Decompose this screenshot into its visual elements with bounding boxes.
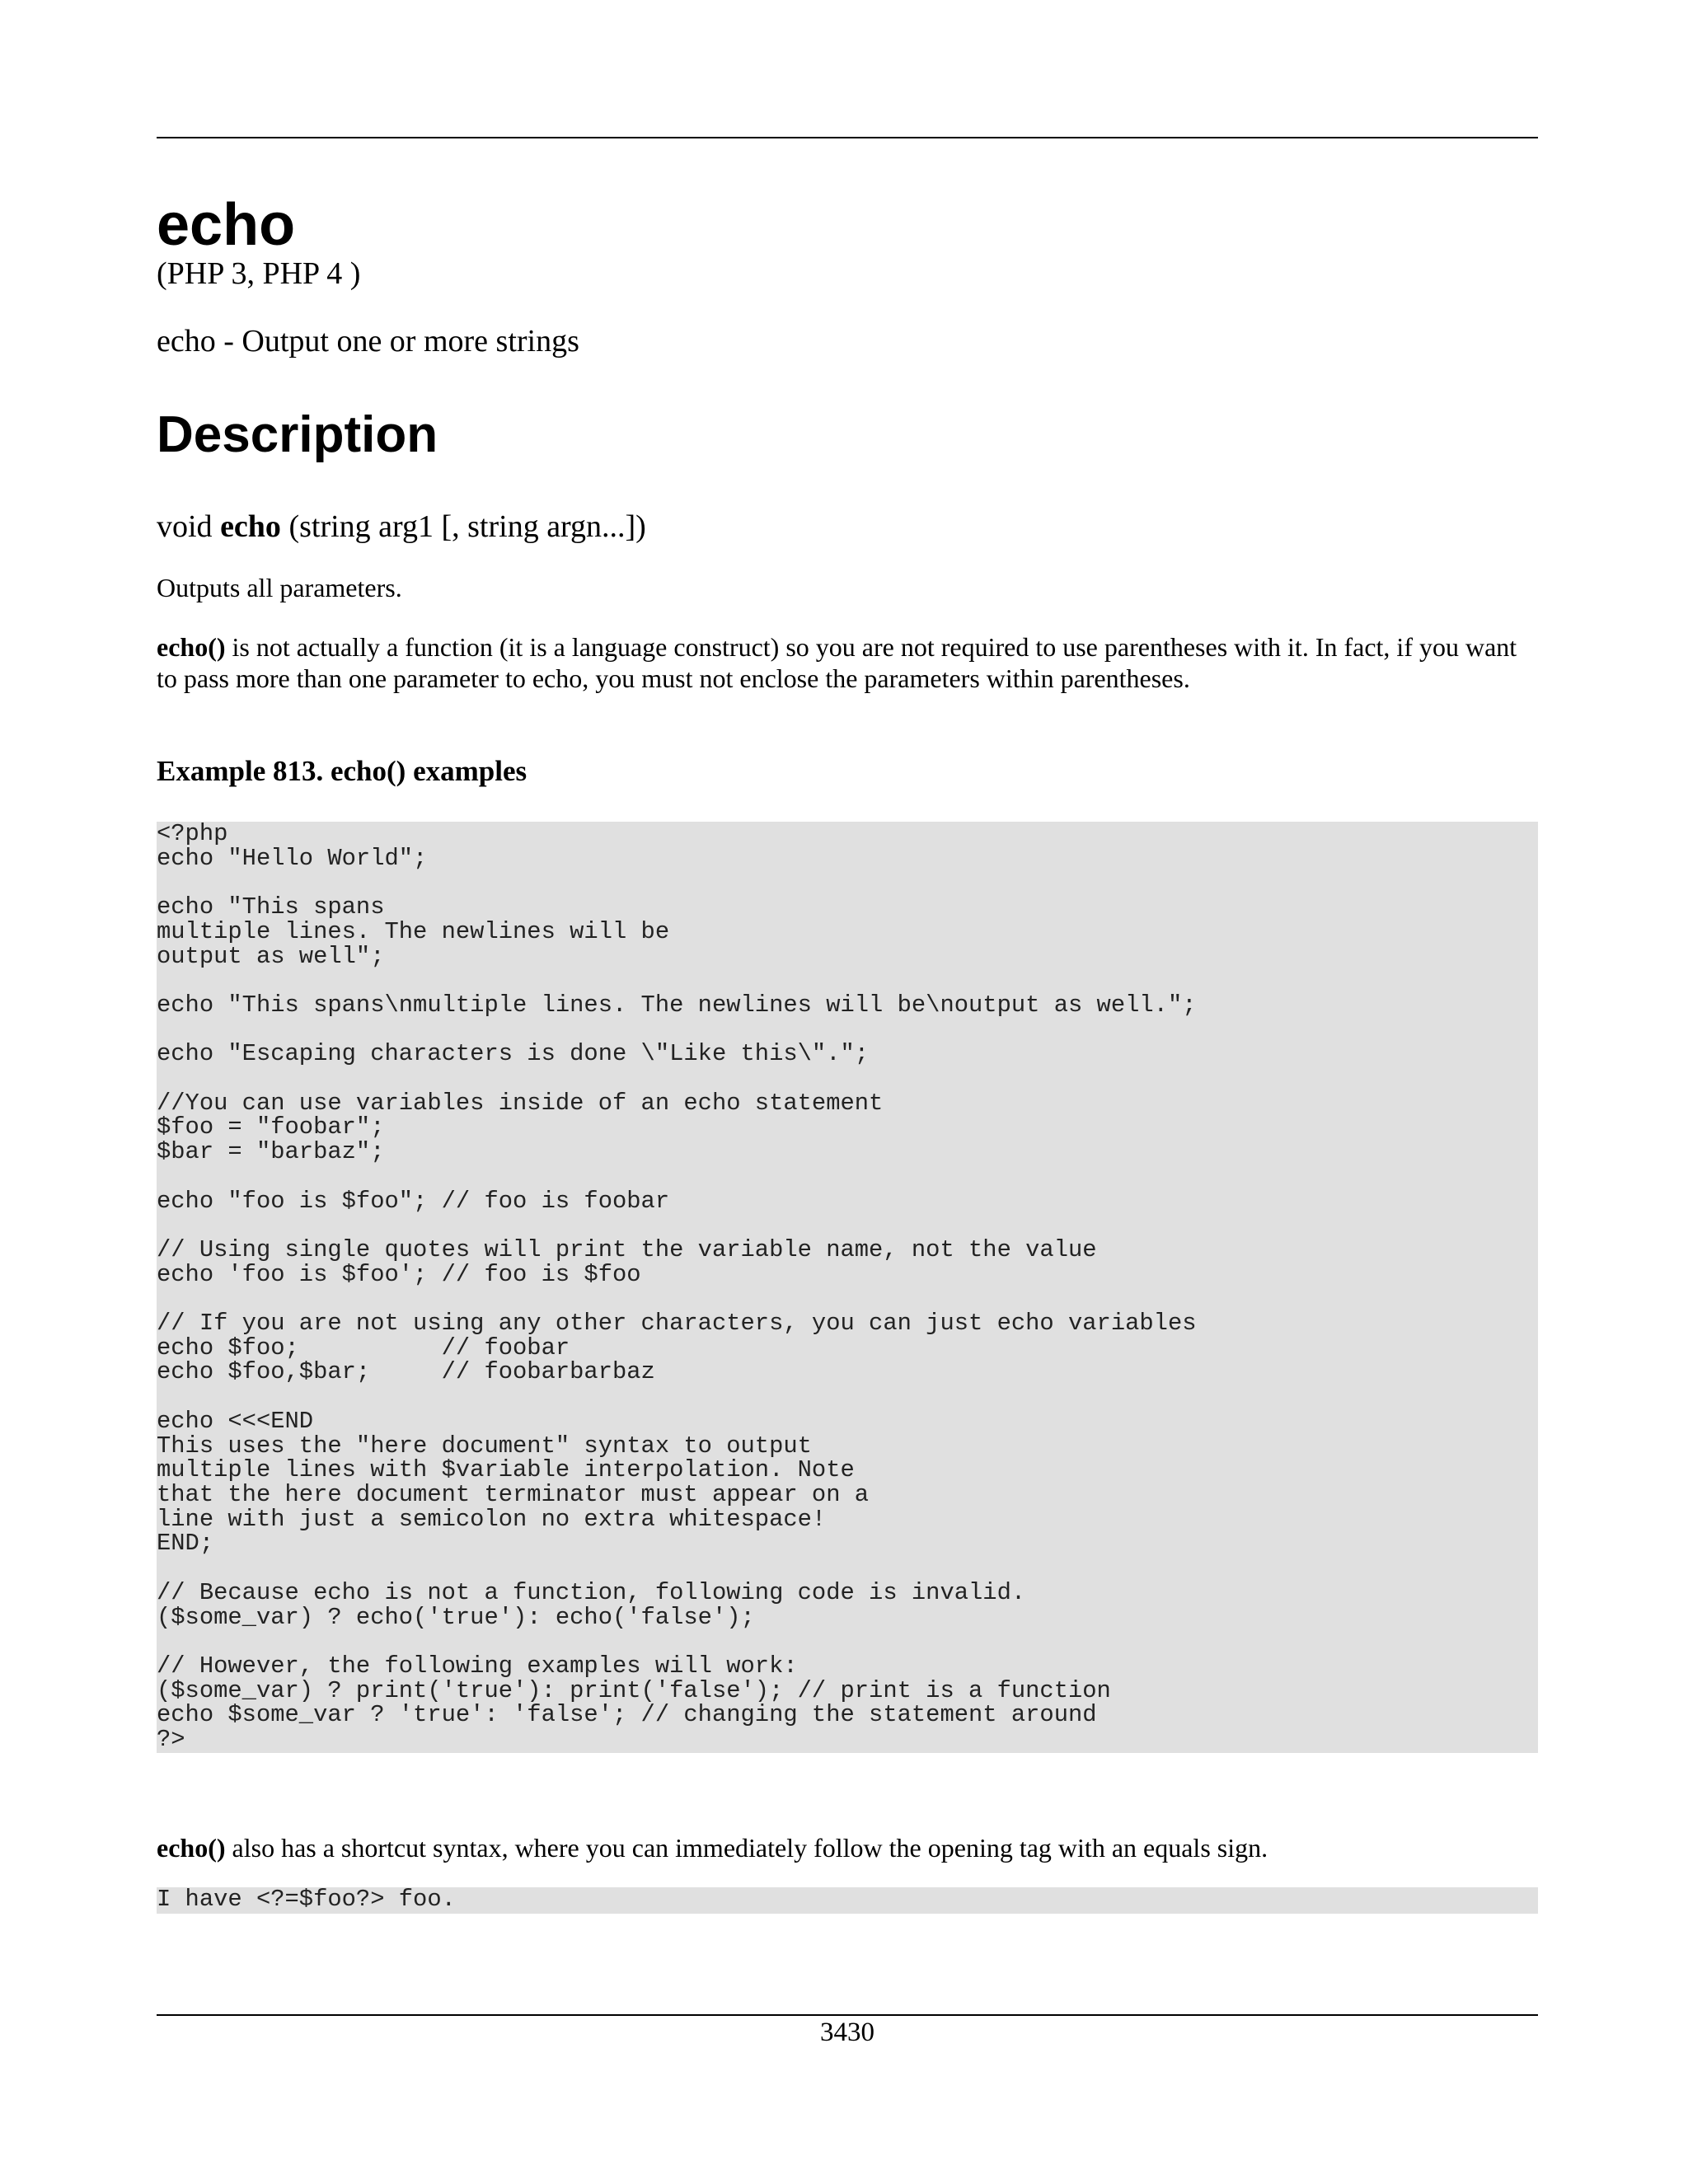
function-synopsis bbox=[157, 507, 646, 546]
function-ref: echo() bbox=[157, 632, 226, 662]
synopsis-params: (string arg1 [, string argn...]) bbox=[280, 509, 646, 544]
synopsis-return-type: void bbox=[157, 509, 213, 544]
shortcut-text: also has a shortcut syntax, where you can immediately follow the opening tag with an equals sign. bbox=[225, 1833, 1268, 1863]
note-text: is not actually a function (it is a language construct) so you are not required to use parentheses with it. In fact, if you want to pass more than one parameter to echo, you must not enclose the parameters within parentheses. bbox=[157, 632, 1517, 693]
header-rule bbox=[157, 137, 1538, 138]
page-number: 3430 bbox=[820, 2018, 874, 2047]
document-page bbox=[157, 0, 1538, 2184]
synopsis-function-name: echo bbox=[220, 509, 281, 544]
php-versions: (PHP 3, PHP 4 ) bbox=[157, 256, 361, 291]
shortcut-code-block: I have <?=$foo?> foo. bbox=[157, 1887, 1538, 1914]
language-construct-note bbox=[157, 631, 1538, 694]
function-ref: echo() bbox=[157, 1833, 226, 1863]
page-title: echo bbox=[157, 192, 296, 258]
description-paragraph: Outputs all parameters. bbox=[157, 573, 402, 602]
example-code-block: <?php echo "Hello World"; echo "This spans multiple lines. The newlines will be output as well"; echo "This spans\nmultiple lines. The newlines will be\noutput as well."; echo "Escaping characters is done \"Like this\"."; //You can use variables inside of an echo statement $foo = "foobar"; $bar = "barbaz"; echo "foo is $foo"; // foo is foobar // Using single quotes will print the variable name, not the value echo 'foo is $foo'; // foo is $foo // If you are not using any other characters, you can just echo variables echo $foo; // foobar echo $foo,$bar; // foobarbarbaz echo <<<END This uses the "here document" syntax to output multiple lines with $variable interpolation. Note that the here document terminator must appear on a line with just a semicolon no extra whitespace! END; // Because echo is not a function, following code is invalid. ($some_var) ? echo('true'): echo('false'); // However, the following examples will work: ($some_var) ? print('true'): print('false'); // print is a function echo $some_var ? 'true': 'false'; // changing the statement around ?> bbox=[157, 822, 1538, 1753]
example-title: Example 813. echo() examples bbox=[157, 755, 528, 787]
function-purpose: echo - Output one or more strings bbox=[157, 324, 579, 359]
description-heading: Description bbox=[157, 406, 438, 463]
shortcut-paragraph bbox=[157, 1832, 1538, 1863]
